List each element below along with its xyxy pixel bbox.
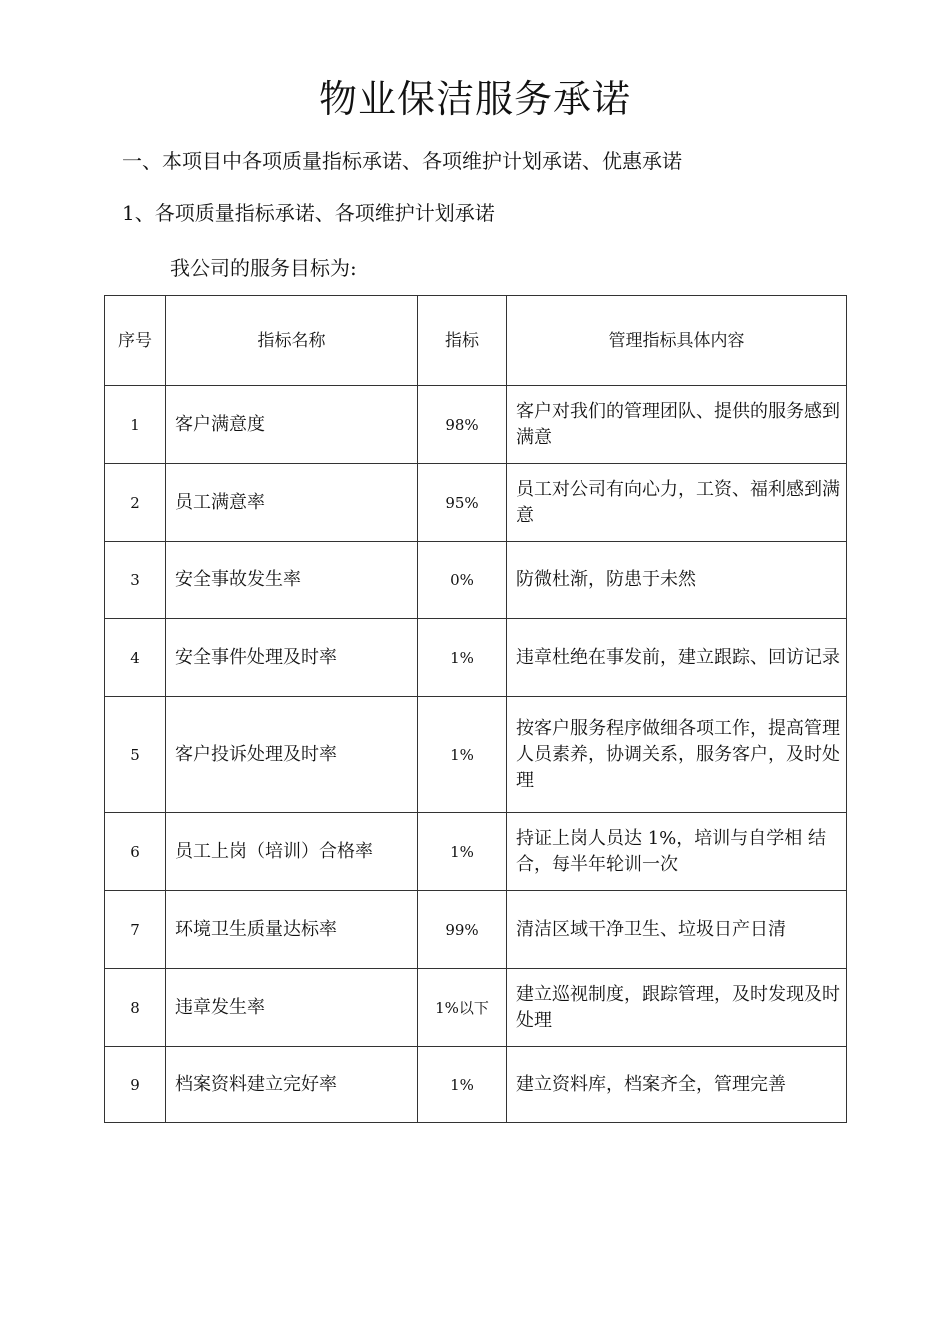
table-header-row <box>105 296 847 386</box>
row-desc: 清洁区域干净卫生、垃圾日产日清 <box>507 891 847 969</box>
table-row <box>105 464 847 542</box>
row-desc: 客户对我们的管理团队、提供的服务感到满意 <box>507 386 847 464</box>
row-desc: 违章杜绝在事发前，建立跟踪、回访记录 <box>507 619 847 697</box>
row-no: 8 <box>105 969 166 1047</box>
row-no: 1 <box>105 386 166 464</box>
row-no: 3 <box>105 542 166 619</box>
header-value: 指标 <box>418 296 507 386</box>
header-name: 指标名称 <box>166 296 418 386</box>
table-row <box>105 386 847 464</box>
row-no: 9 <box>105 1047 166 1123</box>
row-name: 档案资料建立完好率 <box>166 1047 418 1123</box>
row-name: 违章发生率 <box>166 969 418 1047</box>
row-name: 安全事故发生率 <box>166 542 418 619</box>
row-value: 95% <box>418 464 507 542</box>
page-title: 物业保洁服务承诺 <box>318 77 631 121</box>
row-no: 6 <box>105 813 166 891</box>
row-name: 安全事件处理及时率 <box>166 619 418 697</box>
row-no: 7 <box>105 891 166 969</box>
row-name: 环境卫生质量达标率 <box>166 891 418 969</box>
row-no: 5 <box>105 697 166 813</box>
row-no: 4 <box>105 619 166 697</box>
subsection-heading: 1、各项质量指标承诺、各项维护计划承诺 <box>122 201 495 225</box>
row-value: 98% <box>418 386 507 464</box>
row-value: 1% <box>418 697 507 813</box>
row-desc: 防微杜渐，防患于未然 <box>507 542 847 619</box>
table-row <box>105 969 847 1047</box>
row-name: 员工上岗（培训）合格率 <box>166 813 418 891</box>
table-row <box>105 697 847 813</box>
row-value: 1% <box>418 1047 507 1123</box>
table-row <box>105 1047 847 1123</box>
row-desc: 按客户服务程序做细各项工作，提高管理人员素养，协调关系，服务客户，及时处理 <box>507 697 847 813</box>
intro-text: 我公司的服务目标为: <box>170 256 357 280</box>
header-desc: 管理指标具体内容 <box>507 296 847 386</box>
service-targets-table <box>104 295 847 1123</box>
row-name: 客户投诉处理及时率 <box>166 697 418 813</box>
row-desc: 持证上岗人员达 1%，培训与自学相 结合，每半年轮训一次 <box>507 813 847 891</box>
table-row <box>105 619 847 697</box>
row-desc: 员工对公司有向心力，工资、福利感到满意 <box>507 464 847 542</box>
row-value: 99% <box>418 891 507 969</box>
row-value: 1%以下 <box>418 969 507 1047</box>
row-name: 员工满意率 <box>166 464 418 542</box>
row-desc: 建立巡视制度，跟踪管理，及时发现及时处理 <box>507 969 847 1047</box>
row-name: 客户满意度 <box>166 386 418 464</box>
row-no: 2 <box>105 464 166 542</box>
table-row <box>105 542 847 619</box>
row-value: 1% <box>418 619 507 697</box>
section-heading: 一、本项目中各项质量指标承诺、各项维护计划承诺、优惠承诺 <box>122 149 682 173</box>
table-row <box>105 891 847 969</box>
row-desc: 建立资料库，档案齐全，管理完善 <box>507 1047 847 1123</box>
table-row <box>105 813 847 891</box>
header-no: 序号 <box>105 296 166 386</box>
row-value: 1% <box>418 813 507 891</box>
row-value: 0% <box>418 542 507 619</box>
